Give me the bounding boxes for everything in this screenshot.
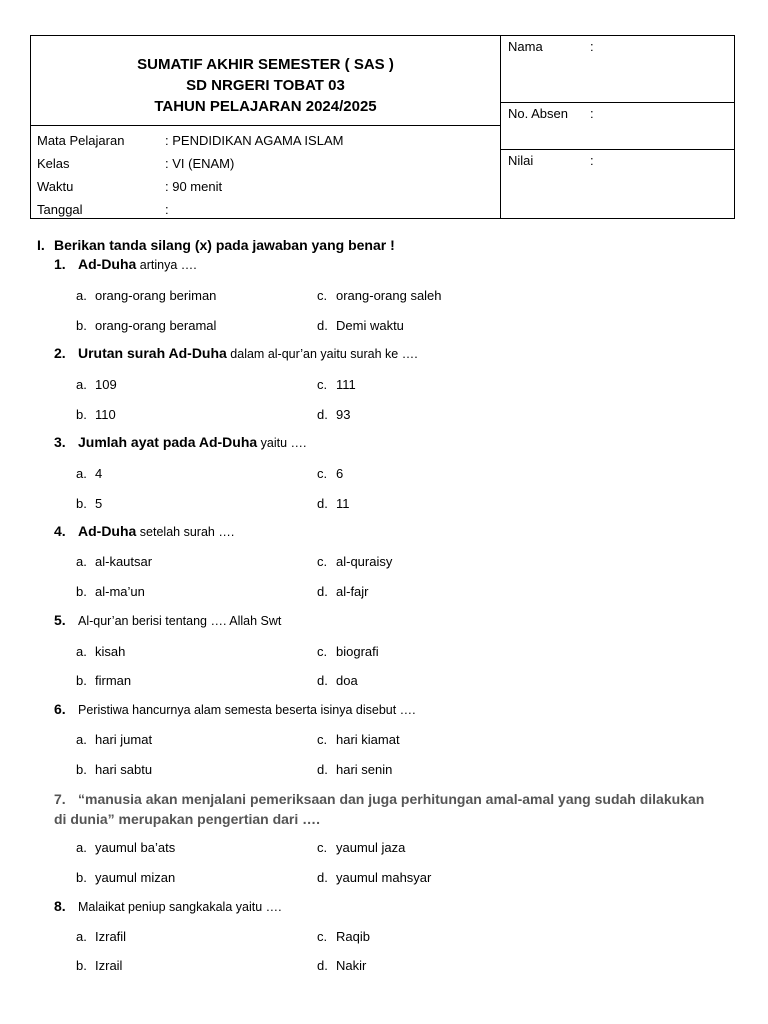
option-text: hari sabtu — [95, 762, 153, 777]
info-label: Tanggal — [37, 202, 83, 217]
info-row-time — [37, 175, 500, 198]
option-letter: c. — [317, 288, 328, 303]
option-1c[interactable] — [317, 288, 442, 303]
option-letter: d. — [317, 762, 328, 777]
option-text: hari kiamat — [336, 732, 400, 747]
option-letter: a. — [76, 840, 87, 855]
name-value: : — [590, 39, 594, 54]
option-letter: c. — [317, 732, 328, 747]
option-2a[interactable] — [76, 377, 117, 392]
option-4b[interactable] — [76, 584, 145, 599]
option-8c[interactable] — [317, 929, 370, 944]
question-text: yaitu …. — [257, 436, 307, 450]
option-letter: d. — [317, 407, 328, 422]
option-2d[interactable] — [317, 407, 350, 422]
info-value: : VI (ENAM) — [165, 156, 235, 171]
question-bold-text: “manusia akan menjalani pemeriksaan dan juga perhitungan amal-amal yang sudah dilakukan di dunia” merupakan pengertian dari …. — [54, 791, 705, 827]
option-6b[interactable] — [76, 762, 152, 777]
option-text: yaumul ba’ats — [95, 840, 176, 855]
option-letter: c. — [317, 466, 328, 481]
question-6 — [54, 701, 416, 717]
option-text: 4 — [95, 466, 103, 481]
option-text: yaumul mizan — [95, 870, 176, 885]
section-number: I. — [37, 237, 45, 253]
option-letter: b. — [76, 407, 87, 422]
option-letter: c. — [317, 644, 328, 659]
section-instruction — [37, 237, 395, 253]
question-number: 8. — [54, 898, 66, 914]
option-letter: c. — [317, 377, 328, 392]
option-4d[interactable] — [317, 584, 369, 599]
option-letter: a. — [76, 929, 87, 944]
option-text: 110 — [95, 407, 116, 422]
option-1b[interactable] — [76, 318, 216, 333]
option-text: yaumul jaza — [336, 840, 406, 855]
info-row-class — [37, 152, 500, 175]
option-letter: b. — [76, 958, 87, 973]
option-text: al-ma’un — [95, 584, 145, 599]
option-2c[interactable] — [317, 377, 356, 392]
option-letter: a. — [76, 732, 87, 747]
info-row-subject — [37, 129, 500, 152]
option-letter: d. — [317, 870, 328, 885]
question-text: Malaikat peniup sangkakala yaitu …. — [78, 900, 282, 914]
question-number: 7. — [54, 791, 66, 807]
option-letter: c. — [317, 840, 328, 855]
question-3 — [54, 434, 307, 450]
question-bold-text: Ad-Duha — [78, 256, 137, 272]
question-1 — [54, 256, 197, 272]
option-8b[interactable] — [76, 958, 122, 973]
option-text: 93 — [336, 407, 351, 422]
option-text: orang-orang beriman — [95, 288, 217, 303]
absen-label: No. Absen — [508, 106, 568, 121]
score-value: : — [590, 153, 594, 168]
option-text: Nakir — [336, 958, 367, 973]
option-text: orang-orang beramal — [95, 318, 217, 333]
option-text: al-quraisy — [336, 554, 393, 569]
title-line-3: TAHUN PELAJARAN 2024/2025 — [154, 98, 377, 115]
question-number: 1. — [54, 256, 66, 272]
option-text: Demi waktu — [336, 318, 404, 333]
question-text: Al-qur’an berisi tentang …. Allah Swt — [78, 614, 282, 628]
option-3d[interactable] — [317, 496, 350, 511]
question-text: dalam al-qur’an yaitu surah ke …. — [226, 347, 418, 361]
option-letter: d. — [317, 496, 328, 511]
absen-value: : — [590, 106, 594, 121]
question-5 — [54, 612, 281, 628]
option-7a[interactable] — [76, 840, 175, 855]
question-2 — [54, 345, 418, 361]
option-2b[interactable] — [76, 407, 116, 422]
option-letter: d. — [317, 958, 328, 973]
option-6a[interactable] — [76, 732, 152, 747]
option-8d[interactable] — [317, 958, 366, 973]
option-text: 6 — [336, 466, 344, 481]
option-letter: b. — [76, 584, 87, 599]
question-text: setelah surah …. — [136, 525, 235, 539]
title-line-1: SUMATIF AKHIR SEMESTER ( SAS ) — [137, 56, 394, 73]
exam-header — [30, 35, 735, 219]
question-number: 6. — [54, 701, 66, 717]
question-7 — [54, 789, 714, 829]
question-bold-text: Jumlah ayat pada Ad-Duha — [78, 434, 258, 450]
option-letter: a. — [76, 554, 87, 569]
question-number: 3. — [54, 434, 66, 450]
option-letter: b. — [76, 870, 87, 885]
option-letter: b. — [76, 762, 87, 777]
option-text: al-fajr — [336, 584, 369, 599]
info-label: Kelas — [37, 156, 70, 171]
question-8 — [54, 898, 282, 914]
option-3c[interactable] — [317, 466, 343, 481]
exam-info — [31, 126, 501, 219]
question-text: Peristiwa hancurnya alam semesta beserta isinya disebut …. — [78, 703, 416, 717]
option-4c[interactable] — [317, 554, 392, 569]
section-title-text: Berikan tanda silang (x) pada jawaban yang benar ! — [54, 237, 395, 253]
option-6c[interactable] — [317, 732, 400, 747]
option-letter: d. — [317, 673, 328, 688]
option-3a[interactable] — [76, 466, 102, 481]
question-bold-text: Urutan surah Ad-Duha — [78, 345, 227, 361]
option-7b[interactable] — [76, 870, 175, 885]
exam-title — [31, 36, 501, 126]
info-row-date — [37, 198, 500, 221]
question-4 — [54, 523, 234, 539]
option-letter: a. — [76, 377, 87, 392]
option-7c[interactable] — [317, 840, 405, 855]
option-5c[interactable] — [317, 644, 379, 659]
option-text: yaumul mahsyar — [336, 870, 432, 885]
option-text: biografi — [336, 644, 379, 659]
score-label: Nilai — [508, 153, 534, 168]
option-8a[interactable] — [76, 929, 126, 944]
info-label: Waktu — [37, 179, 74, 194]
option-letter: d. — [317, 584, 328, 599]
option-1d[interactable] — [317, 318, 404, 333]
option-5b[interactable] — [76, 673, 131, 688]
option-3b[interactable] — [76, 496, 102, 511]
absen-field[interactable] — [501, 103, 735, 150]
option-text: orang-orang saleh — [336, 288, 442, 303]
option-letter: b. — [76, 673, 87, 688]
option-5a[interactable] — [76, 644, 125, 659]
question-number: 2. — [54, 345, 66, 361]
option-text: 5 — [95, 496, 103, 511]
info-value: : PENDIDIKAN AGAMA ISLAM — [165, 133, 344, 148]
name-label: Nama — [508, 39, 543, 54]
option-text: doa — [336, 673, 358, 688]
info-value: : — [165, 202, 169, 217]
question-text: artinya …. — [136, 258, 197, 272]
option-letter: d. — [317, 318, 328, 333]
option-letter: b. — [76, 496, 87, 511]
option-text: hari senin — [336, 762, 393, 777]
option-text: 109 — [95, 377, 117, 392]
option-6d[interactable] — [317, 762, 392, 777]
option-text: firman — [95, 673, 132, 688]
option-text: kisah — [95, 644, 126, 659]
option-text: Raqib — [336, 929, 370, 944]
info-value: : 90 menit — [165, 179, 223, 194]
option-1a[interactable] — [76, 288, 216, 303]
option-letter: b. — [76, 318, 87, 333]
info-label: Mata Pelajaran — [37, 133, 125, 148]
option-text: al-kautsar — [95, 554, 153, 569]
question-number: 5. — [54, 612, 66, 628]
option-text: 11 — [336, 496, 350, 511]
score-field[interactable] — [501, 150, 735, 219]
option-letter: a. — [76, 288, 87, 303]
option-text: Izrafil — [95, 929, 127, 944]
option-7d[interactable] — [317, 870, 431, 885]
option-text: Izrail — [95, 958, 123, 973]
option-text: 111 — [336, 377, 356, 392]
option-text: hari jumat — [95, 732, 153, 747]
option-letter: a. — [76, 644, 87, 659]
option-letter: a. — [76, 466, 87, 481]
option-letter: c. — [317, 554, 328, 569]
option-5d[interactable] — [317, 673, 358, 688]
option-4a[interactable] — [76, 554, 152, 569]
name-field[interactable] — [501, 36, 735, 103]
question-number: 4. — [54, 523, 66, 539]
option-letter: c. — [317, 929, 328, 944]
title-line-2: SD NRGERI TOBAT 03 — [186, 77, 345, 94]
question-bold-text: Ad-Duha — [78, 523, 137, 539]
